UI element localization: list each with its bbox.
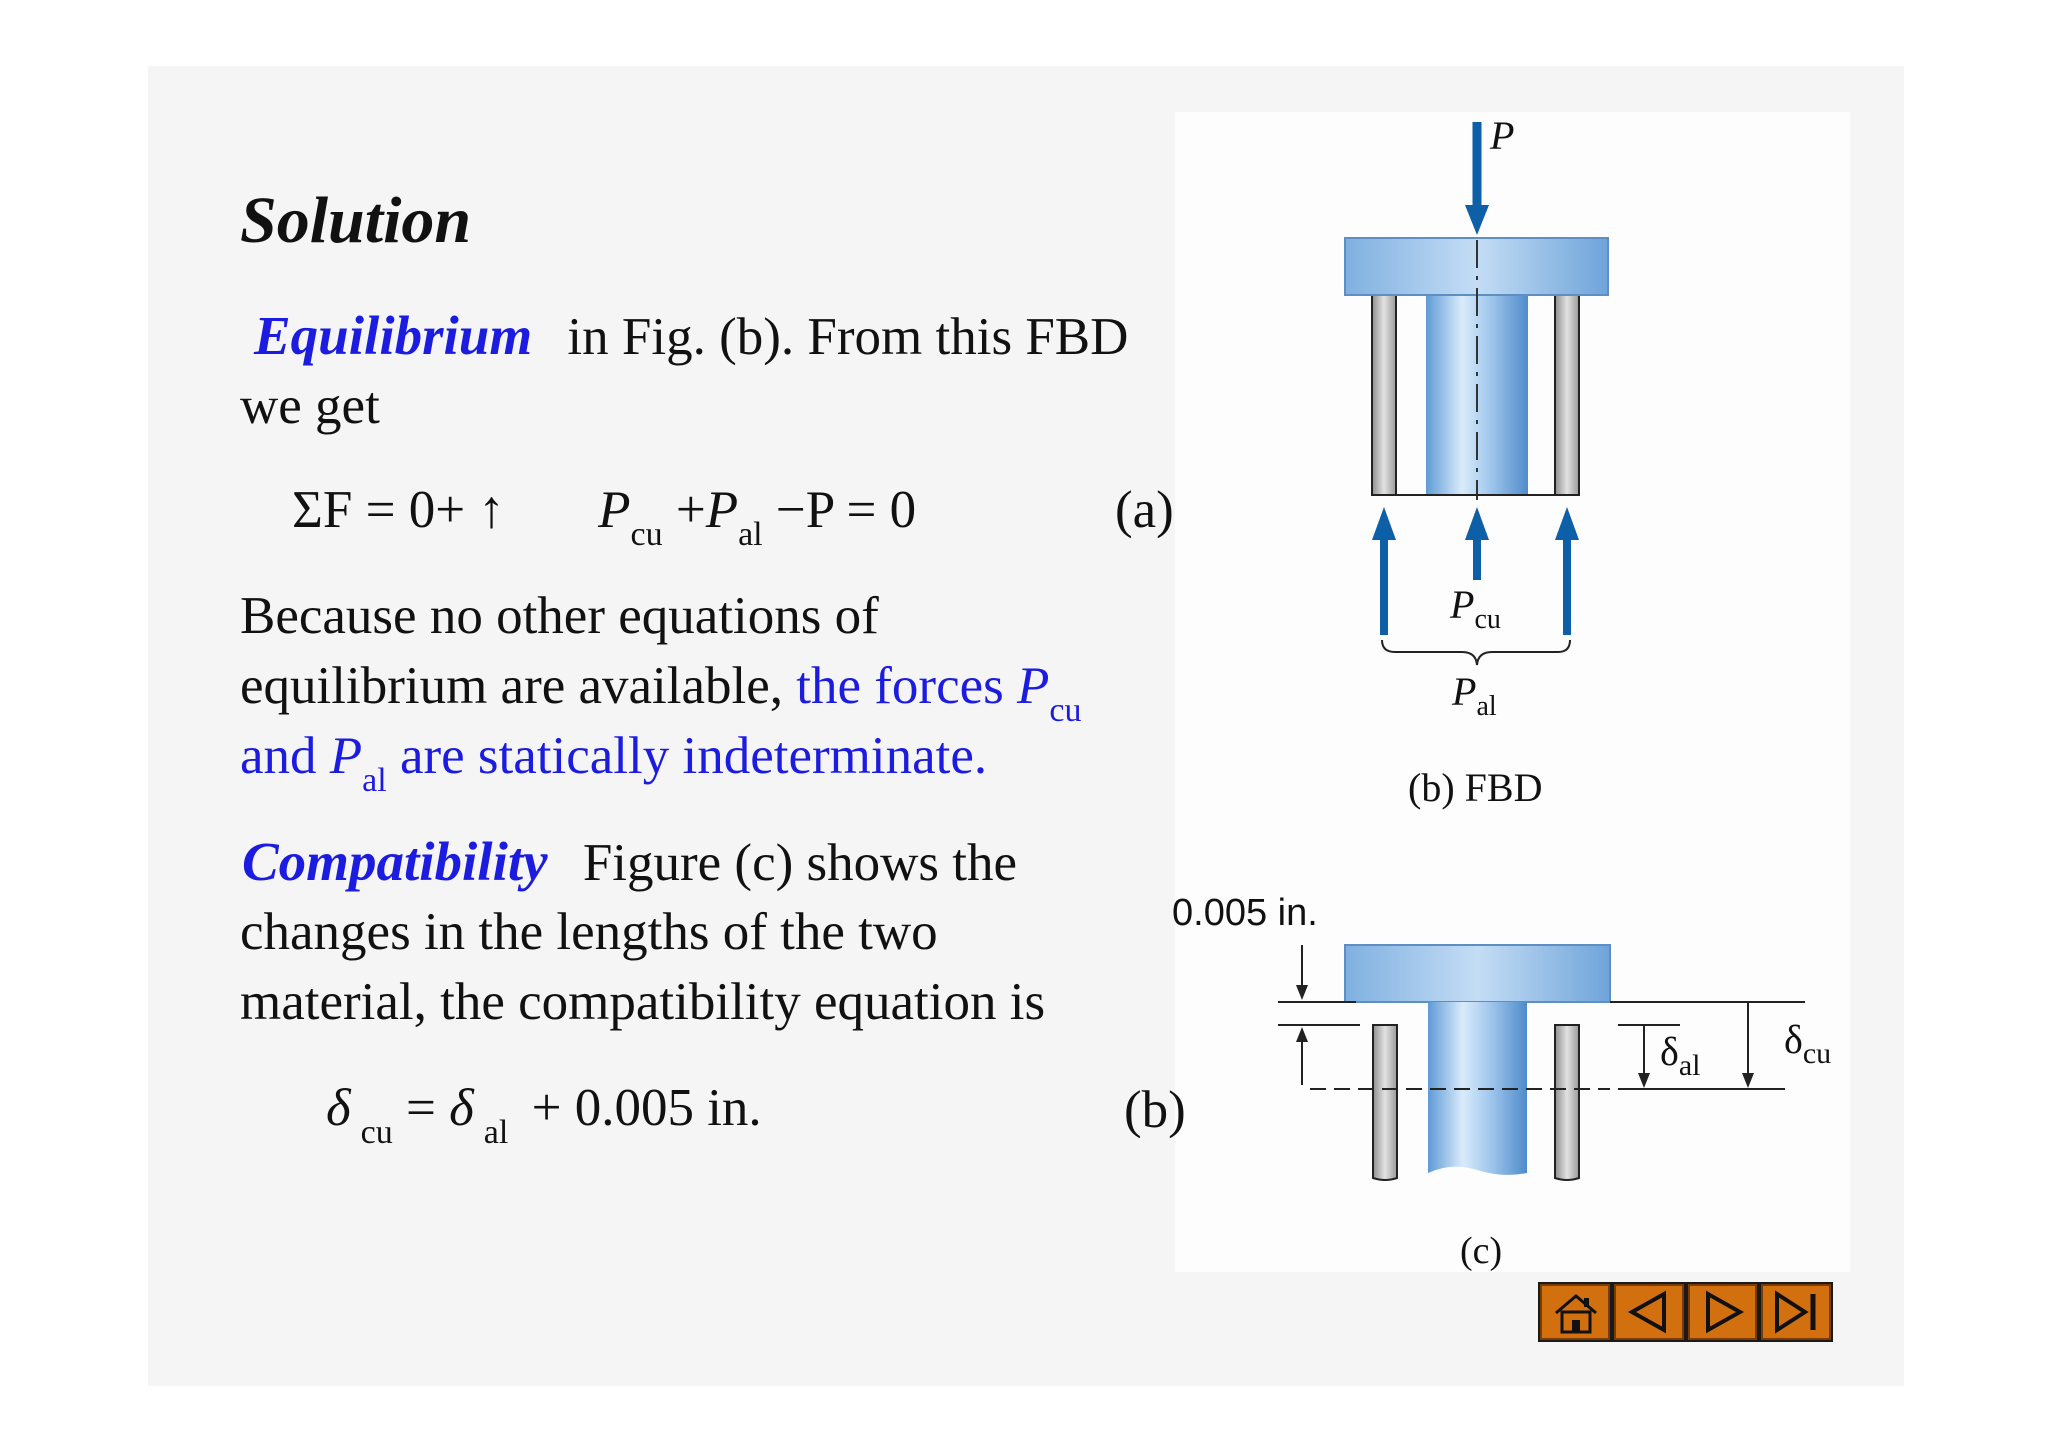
indeterminate-line-1: Because no other equations of [240,587,879,645]
pcu-label [1450,582,1501,635]
equilibrium-keyword: Equilibrium [254,305,533,366]
delta-cu-label-d: δ [1784,1017,1803,1062]
home-icon [1542,1286,1610,1338]
equation-b-rest: + 0.005 in. [531,1079,762,1137]
equilibrium-line-2: we get [240,377,380,435]
delta-al-label-sub: al [1678,1049,1701,1082]
equation-b-sub-cu: cu [360,1114,393,1151]
compatibility-line-2: changes in the lengths of the two [240,903,938,961]
equation-a-sub-al: al [738,516,763,553]
indeterminate-phrase: are statically indeterminate. [386,727,988,785]
equation-a-p-cu: P [598,481,631,539]
forces-sub-al: al [362,762,387,799]
aluminum-tube-left-c [1373,1025,1397,1180]
load-arrowhead [1465,205,1489,235]
home-button[interactable] [1540,1284,1610,1340]
gap-label: 0.005 in. [1172,892,1318,934]
next-button[interactable] [1688,1284,1758,1340]
aluminum-tube-right-c [1555,1025,1579,1180]
cap-deformed [1345,945,1610,1002]
al-brace [1382,640,1570,665]
reaction-arrowhead-right [1555,507,1579,540]
reaction-arrowhead-center [1465,507,1489,540]
slide-navigation [1538,1282,1833,1342]
compatibility-keyword: Compatibility [242,831,548,892]
pcu-label-sub: cu [1474,604,1501,635]
equation-b-tag: (b) [1124,1081,1186,1139]
delta-al-arrowhead [1638,1073,1650,1088]
delta-cu-arrowhead [1742,1073,1754,1088]
previous-icon [1616,1286,1684,1338]
equation-a-lhs: ΣF = 0+ ↑ [292,481,505,539]
forces-p-cu: P [1017,657,1050,715]
delta-cu-label [1784,1017,1832,1070]
aluminum-tube-right [1555,295,1579,495]
aluminum-tube-left [1372,295,1396,495]
pal-label [1452,669,1497,722]
forces-sub-cu: cu [1049,692,1082,729]
and-word: and [240,727,330,785]
compatibility-line-1-text: Figure (c) shows the [582,834,1018,892]
gap-arrowhead-down [1296,985,1308,1000]
gap-arrowhead-up [1296,1027,1308,1042]
equation-b-sub-al: al [483,1114,509,1151]
equation-b-delta-cu: δ [326,1079,351,1137]
load-label: P [1490,113,1515,158]
next-icon [1690,1286,1758,1338]
figure-b [1345,122,1608,665]
delta-cu-label-sub: cu [1802,1037,1832,1070]
figure-c-caption: (c) [1460,1230,1503,1272]
equation-a-p-al: P [705,481,739,539]
reaction-arrowhead-left [1372,507,1396,540]
equation-a-rest: −P = 0 [775,481,917,539]
pal-label-sub: al [1476,691,1497,722]
previous-button[interactable] [1614,1284,1684,1340]
pal-label-p: P [1452,669,1477,714]
equation-a-tag: (a) [1115,481,1174,539]
indeterminate-line-2-text: equilibrium are available, [240,657,797,715]
delta-al-label-d: δ [1660,1029,1679,1074]
forces-phrase: the forces [796,657,1018,715]
slide-title: Solution [240,184,472,257]
last-icon [1763,1286,1831,1338]
last-button[interactable] [1761,1284,1831,1340]
forces-p-al: P [329,727,363,785]
pcu-label-p: P [1450,582,1475,627]
equation-b-delta-al: δ [449,1079,474,1137]
equilibrium-line-1-text: in Fig. (b). From this FBD [567,308,1129,366]
equation-a-plus: + [675,481,706,539]
equation-a-sub-cu: cu [630,516,663,553]
figure-c [1278,945,1805,1180]
delta-al-label [1660,1029,1701,1082]
figure-b-caption: (b) FBD [1408,765,1543,810]
compatibility-line-3: material, the compatibility equation is [240,973,1046,1031]
equation-b-equals: = [405,1079,450,1137]
